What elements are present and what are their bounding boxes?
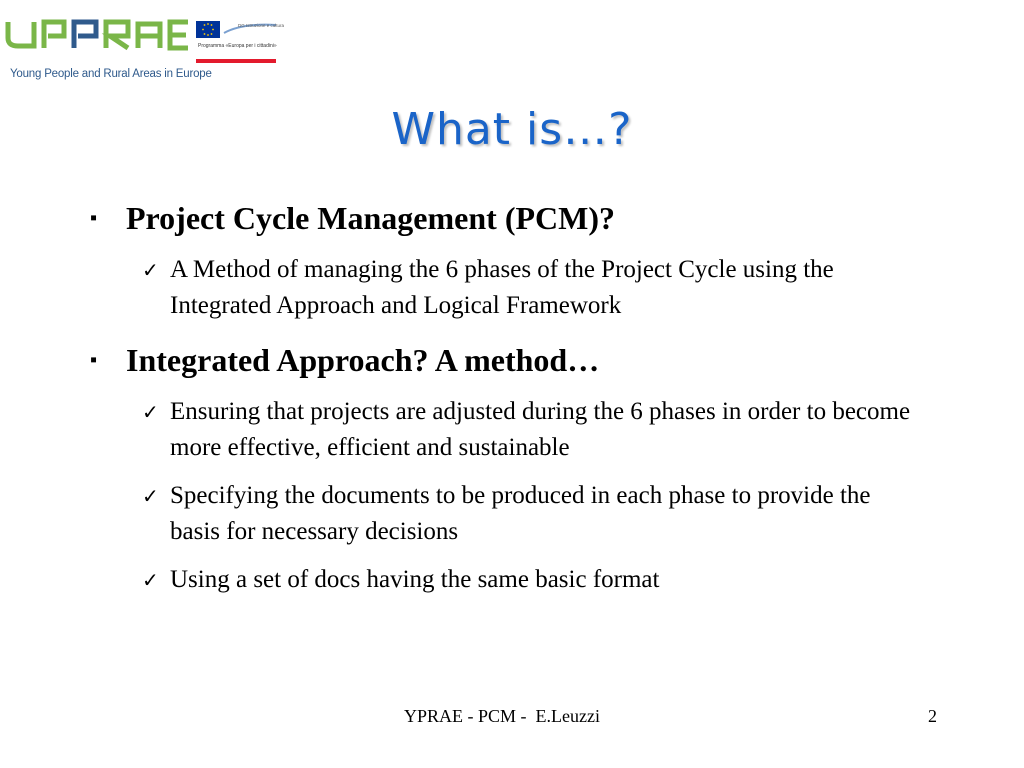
bullet-pcm (90, 200, 615, 236)
yprae-logo-mark (4, 18, 194, 52)
sub-bullet-text: A Method of managing the 6 phases of the Project Cycle using the Integrated Approach and Logical Framework (170, 256, 834, 319)
bullet-integrated-approach (90, 342, 599, 378)
page-number: 2 (928, 706, 937, 726)
bullet-text: Integrated Approach? A method… (126, 342, 600, 378)
sub-bullet-ensuring (142, 394, 922, 466)
slide-title: What is…? (391, 104, 633, 155)
eu-dg-label: DG Istruzione e cultura (238, 23, 285, 28)
square-bullet-icon: ▪ (90, 349, 98, 371)
footer-text: YPRAE - PCM - E.Leuzzi (404, 706, 600, 726)
logo-tagline: Young People and Rural Areas in Europe (10, 68, 212, 80)
sub-bullet-text: Using a set of docs having the same basic format (170, 566, 660, 593)
sub-bullet-pcm-method (142, 252, 922, 324)
bullet-text: Project Cycle Management (PCM)? (126, 200, 615, 236)
checkmark-icon: ✓ (142, 400, 159, 424)
eu-red-bar (196, 59, 276, 63)
sub-bullet-text: Ensuring that projects are adjusted during the 6 phases in order to become more effective, efficient and sustainable (170, 398, 911, 461)
checkmark-icon: ✓ (142, 484, 159, 508)
yprae-logo (4, 18, 212, 80)
eu-flag-icon (196, 21, 220, 38)
sub-bullet-specifying (142, 478, 922, 550)
checkmark-icon: ✓ (142, 568, 159, 592)
sub-bullet-using-docs (142, 562, 922, 598)
checkmark-icon: ✓ (142, 258, 159, 282)
eu-program-logo (196, 19, 285, 65)
square-bullet-icon: ▪ (90, 207, 98, 229)
sub-bullet-text: Specifying the documents to be produced in each phase to provide the basis for necessary decisions (170, 482, 871, 545)
eu-program-label: Programma «Europa per i cittadini» (198, 43, 277, 49)
